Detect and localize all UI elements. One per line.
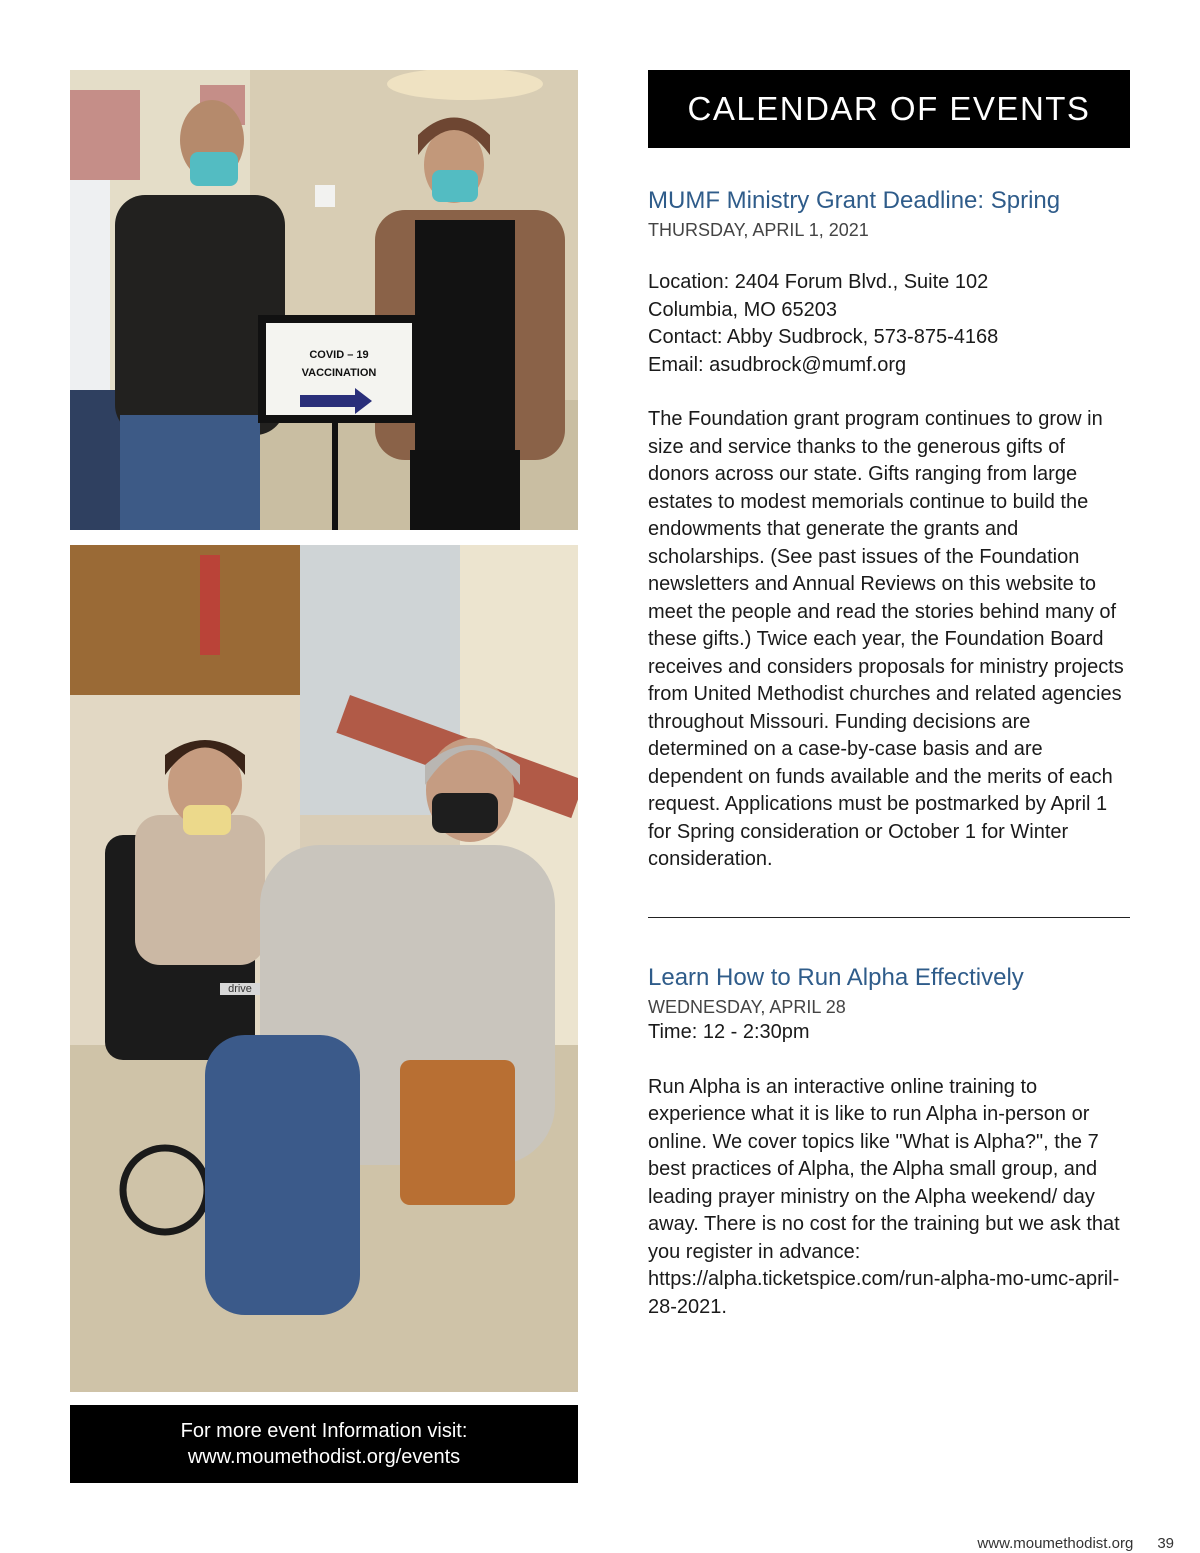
page-number: 39 xyxy=(1157,1535,1174,1552)
calendar-banner-title: CALENDAR OF EVENTS xyxy=(687,90,1091,127)
event-time: Time: 12 - 2:30pm xyxy=(648,1021,810,1043)
event-title: Learn How to Run Alpha Effectively xyxy=(648,964,1024,991)
vaccination-sign-photo xyxy=(70,70,578,530)
event-title: MUMF Ministry Grant Deadline: Spring xyxy=(648,187,1061,214)
page-footer xyxy=(977,1535,1174,1552)
event-description: Run Alpha is an interactive online training to experience what it is like to run Alpha in-person or online. We cover topics like "What is Alpha?", the 7 best practices of Alpha, the Alpha small group, and leading prayer ministry on the Alpha weekend/ day away. There is no cost for the training but we ask that you register in advance: https://alpha.ticketspice.com/run-alpha-mo-umc-april-28-2021. xyxy=(648,1075,1120,1318)
hallway-seated-photo xyxy=(70,545,578,1392)
sign-text-covid: COVID – 19 xyxy=(309,349,369,361)
event-contact: Contact: Abby Sudbrock, 573-875-4168 xyxy=(648,326,999,348)
event-city: Columbia, MO 65203 xyxy=(648,298,837,321)
event-location: Location: 2404 Forum Blvd., Suite 102 xyxy=(648,271,989,293)
event-grant-deadline xyxy=(648,186,1130,874)
event-info-link[interactable]: www.moumethodist.org/events xyxy=(187,1446,461,1468)
wheelchair-brand-label: drive xyxy=(228,983,252,995)
calendar-banner xyxy=(648,70,1130,148)
divider xyxy=(648,917,1130,918)
sign-text-vaccination: VACCINATION xyxy=(301,367,377,379)
footer-url[interactable]: www.moumethodist.org xyxy=(977,1535,1134,1552)
event-description: The Foundation grant program continues to grow in size and service thanks to the generous gifts of donors across our state. Gifts ranging from large estates to modest memorials continue to build the endowments that generate the grants and scholarships. (See past issues of the Foundation newsletters and Annual Reviews on this website to meet the people and read the stories behind many of these gifts.) Twice each year, the Foundation Board receives and considers proposals for ministry projects from United Methodist churches and related agencies throughout Missouri. Funding decisions are determined on a case-by-case basis and are dependent on funds available and the merits of each request. Applications must be postmarked by April 1 for Spring consideration or October 1 for Winter consideration. xyxy=(648,408,1124,870)
event-info-callout xyxy=(70,1405,578,1483)
event-date: THURSDAY, APRIL 1, 2021 xyxy=(648,220,869,240)
event-info-text: For more event Information visit: xyxy=(180,1420,468,1442)
event-alpha-training xyxy=(648,963,1130,1321)
event-date: WEDNESDAY, APRIL 28 xyxy=(648,997,846,1017)
event-email[interactable]: Email: asudbrock@mumf.org xyxy=(648,353,907,376)
